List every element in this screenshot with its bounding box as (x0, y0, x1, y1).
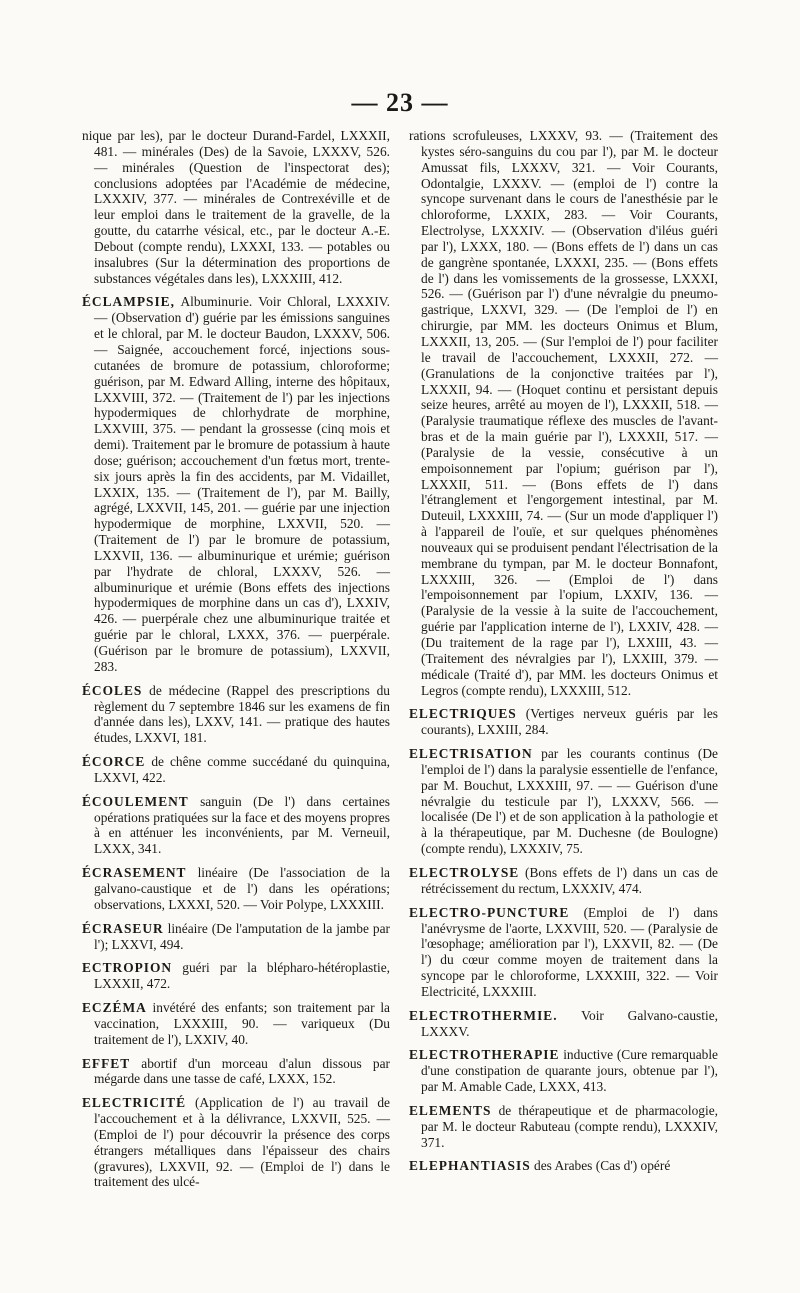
entry-ecoulement (82, 794, 390, 857)
entry-text: invétéré des enfants; son traitement par la vaccination, LXXXIII, 90. — variqueux (Du traitement de l'), LXXIV, 40. (94, 1000, 390, 1047)
left-column (82, 128, 390, 1198)
entry-ecoles (82, 683, 390, 746)
entry-heading: ELECTRISATION (409, 746, 533, 762)
page-number: — 23 — (351, 88, 449, 117)
entry-electricite (82, 1095, 390, 1190)
entry-text: Albuminurie. Voir Chloral, LXXXIV. — (Observation d') guérie par les émissions sanguines et le chloral, par M. le docteur Baudon, LXXXV, 506. — Saignée, accouchement forcé, injections sous-cutanées de bromure de potassium, chloroforme; guérison, par M. Edward Alling, interne des hôpitaux, LXXVIII, 372. — (Traitement de l') par les injections hypodermiques de chlorhydrate de morphine, LXXVIII, 375. — pendant la grossesse (cinq mois et demi). Traitement par le bromure de potassium à haute dose; guérison; accouchement d'un fœtus mort, trente-six jours après la fin des accidents, par M. Vidaillet, LXXIX, 135. — (Traitement de l'), par M. Bailly, agrégé, LXXVII, 145, 201. — guérie par une injection hypodermique de morphine, LXXVII, 520. — (Traitement de l') par le bromure de potassium, LXXVII, 136. — albuminurique et urémie; guérison par l'hydrate de chloral, LXXXV, 526. — albuminurique et urémie (Bons effets des injections hypodermiques de morphine dans un cas d'), LXXIV, 426. — puerpérale chez une albuminurique traitée et guérie par le chloral, LXXX, 376. — puerpérale. (Guérison par le bromure de potassium), LXXVII, 283. (94, 294, 390, 674)
entry-heading: ÉCRASEMENT (82, 865, 187, 881)
entry-text: par les courants continus (De l'emploi de l') dans la paralysie essentielle de l'enfance, par M. Bouchut, LXXXIII, 97. — — Guérison d'une névralgie du testicule par l'), LXXXV, 566. — localisée (De l') et de son application à la pathologie et à la thérapeutique, par M. Duchesne (de Boulogne) (compte rendu), LXXXIV, 75. (421, 746, 718, 857)
entry-ecraseur (82, 921, 390, 953)
entry-ectropion (82, 960, 390, 992)
entry-text: des Arabes (Cas d') opéré (530, 1158, 671, 1174)
entry-text: (Vertiges nerveux guéris par les courants), LXXIII, 284. (421, 706, 718, 738)
entry-electriques (409, 706, 718, 738)
entry-electricite-continued (409, 128, 718, 698)
entry-text: linéaire (De l'amputation de la jambe par l'); LXXVI, 494. (94, 920, 390, 952)
entry-text: nique par les), par le docteur Durand-Fardel, LXXXII, 481. — minérales (Des) de la Savoie, LXXXV, 526. — minérales (Question de l'inspectorat des); conclusions adoptées par l'Académie de médecine, LXXXIV, 377. — minérales de Contrexéville et de leur emploi dans le traitement de la gravelle, de la goutte, du catarrhe vésical, etc., par le docteur A.-E. Debout (compte rendu), LXXXI, 133. — potables ou insalubres (Sur la détermination des proportions de substances végétales dans les), LXXXIII, 412. (82, 128, 390, 286)
entry-text: (Application de l') au travail de l'accouchement et à la délivrance, LXXVII, 525. — (Emploi de l') pour découvrir la présence des corps étrangers métalliques dans l'épaisseur des chairs (gravures), LXXVII, 92. — (Emploi de l') dans le traitement des ulcé- (94, 1095, 390, 1190)
entry-heading: ELECTROTHERMIE. (409, 1007, 558, 1023)
entry-text: Voir Galvano-caustie, LXXXV. (421, 1007, 718, 1039)
right-column (409, 128, 718, 1182)
entry-text: de chêne comme succédané du quinquina, LXXVI, 422. (94, 754, 390, 785)
entry-heading: ÉCLAMPSIE, (82, 294, 175, 310)
entry-electrotherapie (409, 1047, 718, 1095)
entry-text: (Bons effets de l') dans un cas de rétrécissement du rectum, LXXXIV, 474. (421, 864, 718, 896)
entry-text: de médecine (Rappel des prescriptions du règlement du 7 septembre 1846 sur les examens de fin d'année dans les), LXXV, 141. — pratique des hautes études, LXXVI, 181. (94, 682, 390, 746)
entry-text: inductive (Cure remarquable d'une constipation de quarante jours, obtenue par l'), par M. Amable Cade, LXXX, 413. (421, 1047, 718, 1095)
entry-electro-puncture (409, 905, 718, 1000)
entry-electrothermie (409, 1008, 718, 1040)
entry-text: linéaire (De l'association de la galvano-caustique et de l') dans les opérations; observations, LXXXI, 520. — Voir Polype, LXXXIII. (94, 865, 390, 912)
entry-electrisation (409, 746, 718, 857)
entry-text: (Emploi de l') dans l'anévrysme de l'aorte, LXXVIII, 520. — (Paralysie de l'œsophage; amélioration par l'), LXXVII, 82. — (De l') du cœur comme moyen de traitement dans la syncope par le chloroforme, LXXXIII, 322. — Voir Electricité, LXXXIII. (421, 904, 718, 999)
entry-heading: ECTROPION (82, 960, 173, 976)
entry-text: de thérapeutique et de pharmacologie, par M. le docteur Rabuteau (compte rendu), LXXXIV, 371. (421, 1102, 718, 1150)
entry-electrolyse (409, 865, 718, 897)
entry-text: guéri par la blépharo-hétéroplastie, LXXXII, 472. (94, 960, 390, 992)
entry-effet (82, 1056, 390, 1088)
entry-heading: ELECTROTHERAPIE (409, 1047, 560, 1063)
entry-elephantiasis (409, 1158, 718, 1174)
entry-heading: ÉCOLES (82, 682, 143, 698)
entry-heading: EFFET (82, 1055, 131, 1071)
entry-eaux-continued (82, 128, 390, 286)
entry-text: rations scrofuleuses, LXXXV, 93. — (Traitement des kystes séro-sanguins du cou par l'), par M. le docteur Amussat fils, LXXXV, 321. — Voir Courants, Odontalgie, LXXXV. — (emploi de l') contre la syncope survenant dans le cours de l'anesthésie par le chloroforme, LXXIX, 283. — Voir Courants, Electrolyse, LXXXIV. — (Observation d'iléus guéri par l'), LXXX, 180. — (Bons effets de l') dans un cas de gangrène spontanée, LXXXI, 235. — (Bons effets de l') dans les vomissements de la grossesse, LXXXI, 526. — (Guérison par l') d'une névralgie du pneumo-gastrique, LXXVI, 329. — (De l'emploi de l') en chirurgie, par MM. les docteurs Onimus et Blum, LXXXII, 13, 205. — (Sur l'emploi de l') pour faciliter le travail de l'accouchement, LXXXII, 272. — (Granulations de la conjonctive traitées par l'), LXXXII, 94. — (Hoquet continu et persistant depuis seize heures, arrêté au moyen de l'), LXXXII, 518. — (Paralysie traumatique réflexe des muscles de l'avant-bras et de la main guérie par l'), LXXXII, 517. — (Paralysie de la vessie, consécutive à un empoisonnement par l'opium; guérison par l'), LXXXII, 511. — (Bons effets de l') dans l'étranglement et l'engorgement intestinal, par M. Duteuil, LXXXIII, 74. — (Sur un mode d'appliquer l') à l'appareil de l'ouïe, et sur quelques phénomènes nouveaux qui se produisent pendant l'électrisation de la membrane du tympan, par M. le docteur Bonnafont, LXXXIII, 326. — (Emploi de l') dans l'empoisonnement par l'opium, LXXIV, 136. — (Paralysie de la vessie à la suite de l'accouchement, guérie par l'application interne de l'), LXXIV, 428. — (Du traitement de la rage par l'), LXXIII, 43. — (Traitement des névralgies par l'), LXXIII, 379. — médicale (Traité d'), par MM. les docteurs Onimus et Legros (compte rendu), LXXXIII, 512. (409, 128, 718, 698)
entry-heading: ÉCOULEMENT (82, 793, 189, 809)
entry-elements (409, 1103, 718, 1151)
entry-eclampsie (82, 294, 390, 674)
entry-heading: ECZÉMA (82, 1000, 147, 1016)
entry-heading: ELECTRIQUES (409, 706, 517, 722)
entry-ecorce (82, 754, 390, 786)
entry-heading: ELEPHANTIASIS (409, 1158, 531, 1174)
entry-heading: ELECTRO-PUNCTURE (409, 904, 570, 920)
entry-text: sanguin (De l') dans certaines opérations pratiquées sur la face et des moyens propres à en atténuer les inconvénients, par M. Verneuil, LXXX, 341. (94, 793, 390, 857)
entry-text: abortif d'un morceau d'alun dissous par mégarde dans une tasse de café, LXXX, 152. (94, 1055, 390, 1087)
entry-heading: ÉCORCE (82, 754, 146, 770)
entry-heading: ELEMENTS (409, 1102, 492, 1118)
entry-heading: ELECTRICITÉ (82, 1095, 187, 1111)
entry-heading: ÉCRASEUR (82, 920, 164, 936)
entry-eczema (82, 1000, 390, 1048)
entry-heading: ELECTROLYSE (409, 864, 520, 880)
entry-ecrasement (82, 865, 390, 913)
